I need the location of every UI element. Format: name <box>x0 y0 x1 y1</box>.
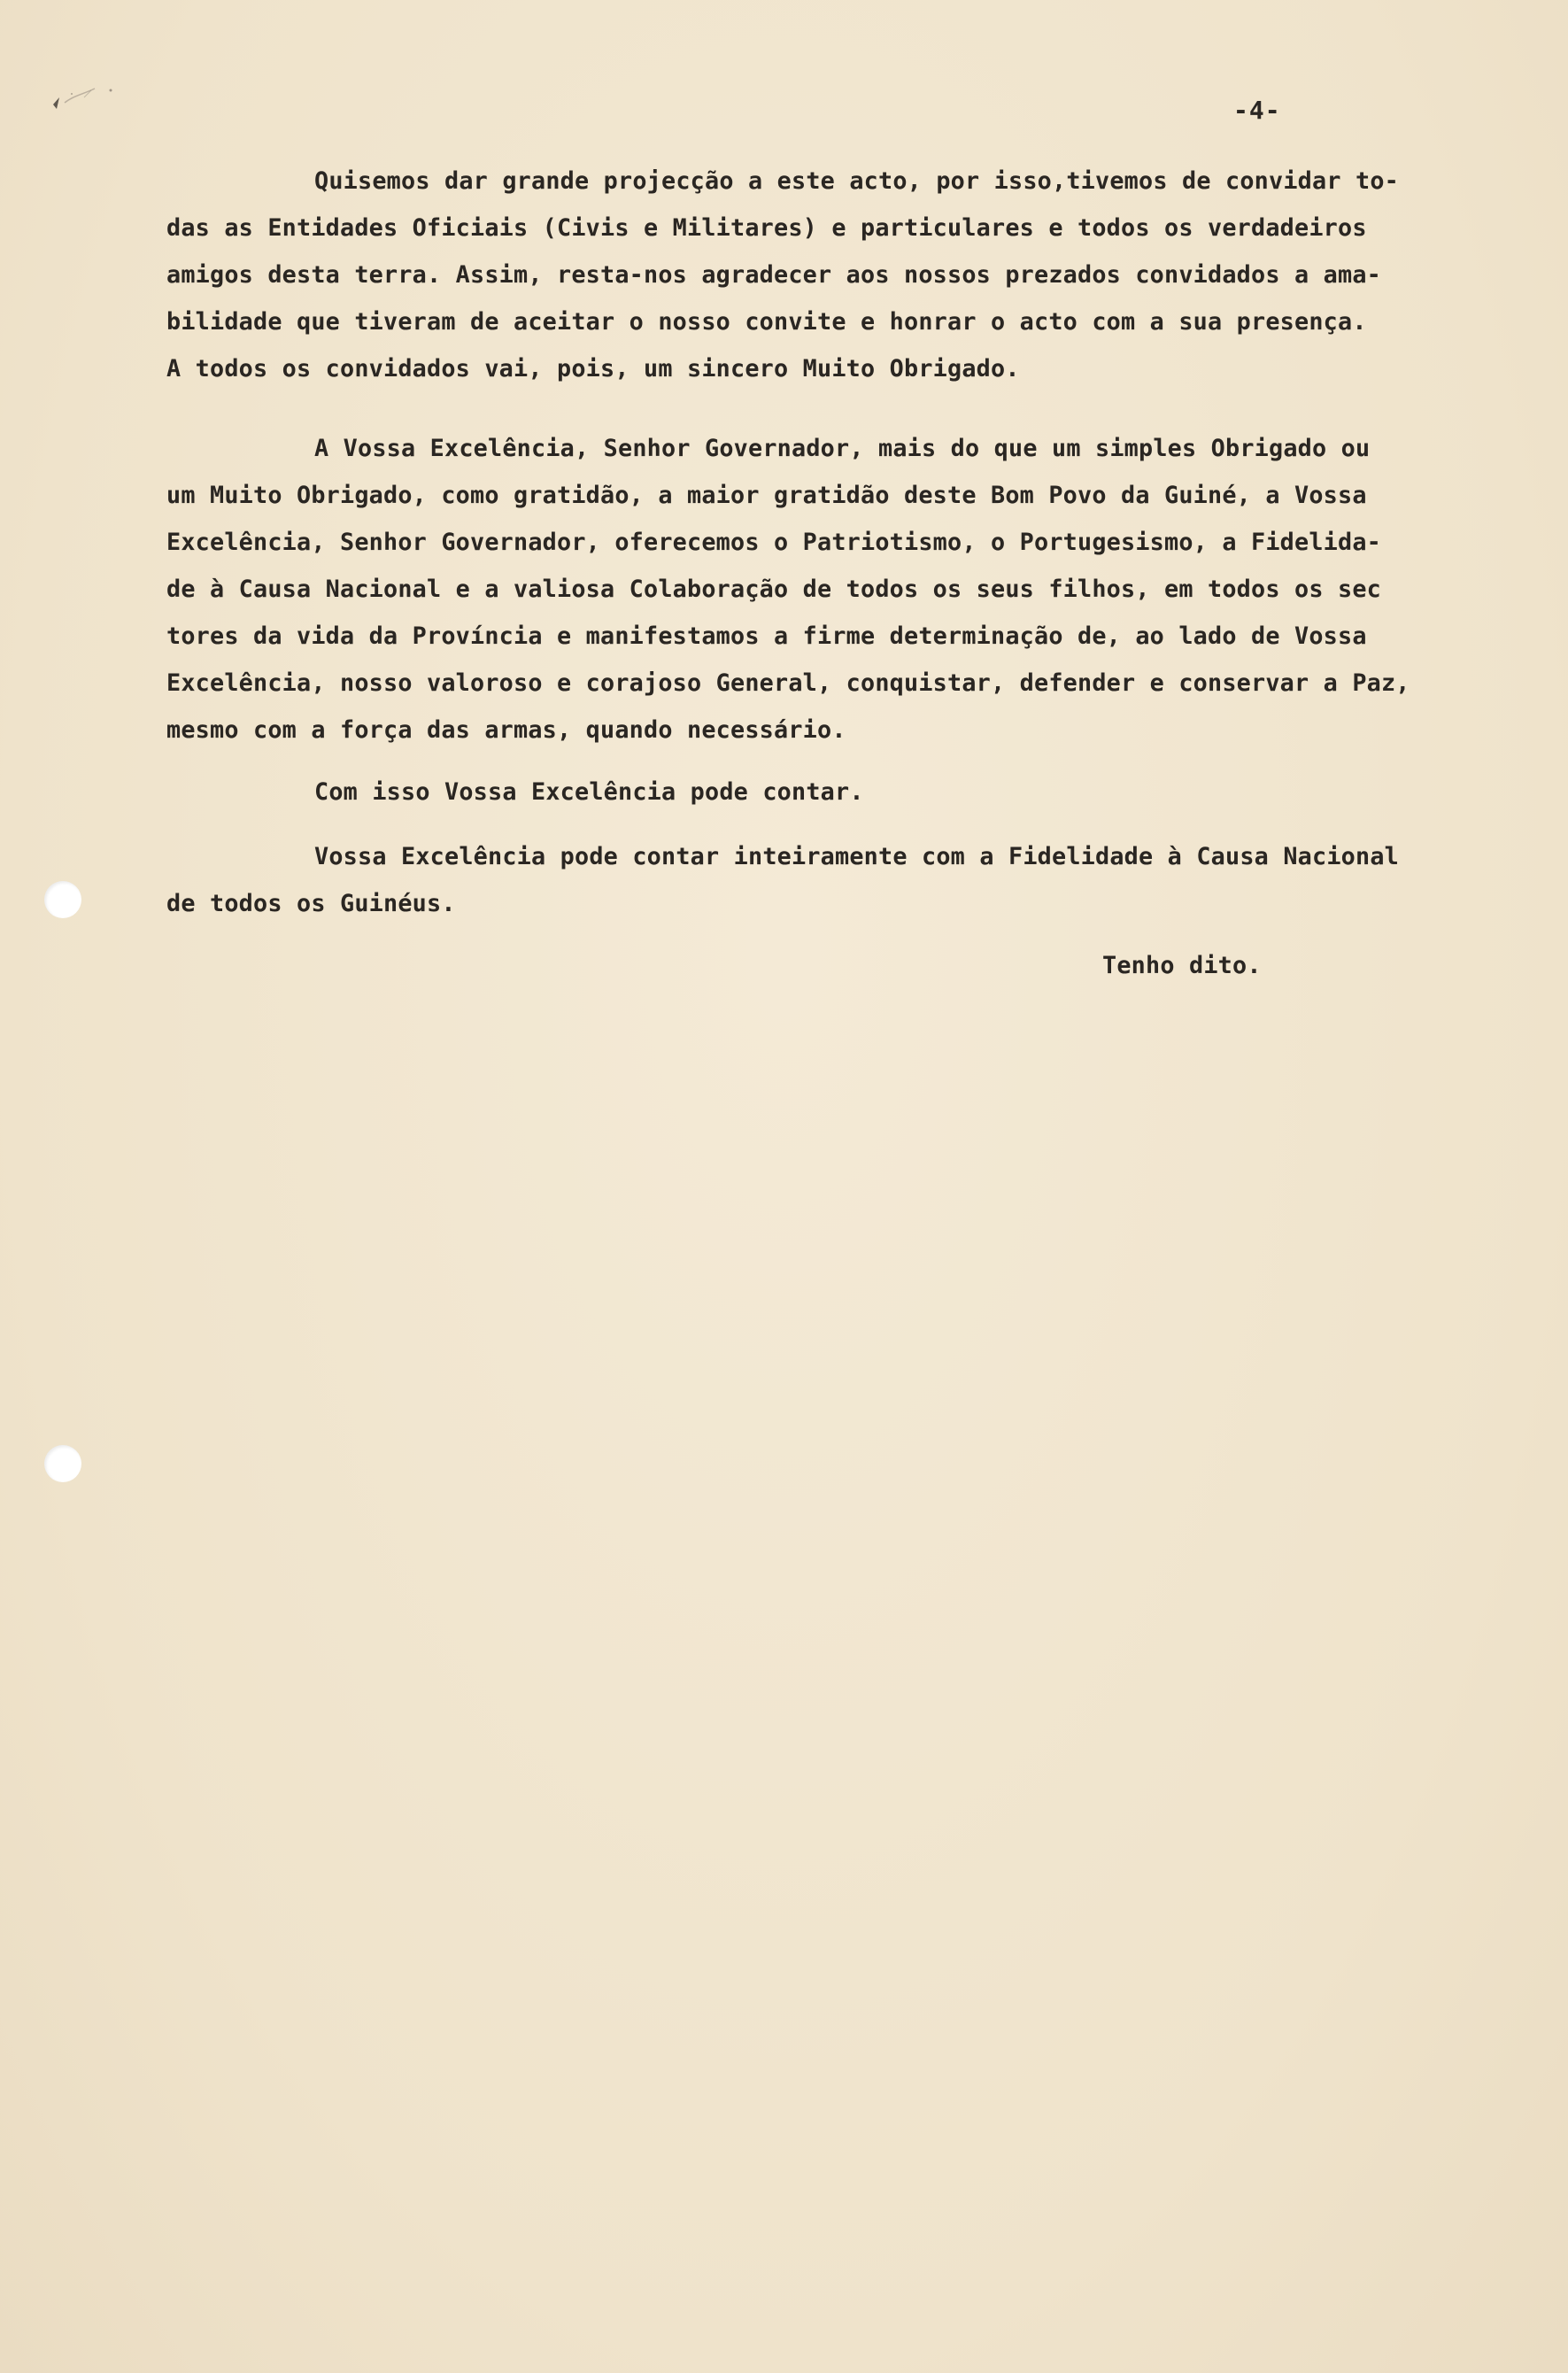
paragraph-line: bilidade que tiveram de aceitar o nosso convite e honrar o acto com a sua presença. <box>166 308 1367 336</box>
paragraph-line: amigos desta terra. Assim, resta-nos agradecer aos nossos prezados convidados a ama- <box>166 261 1381 289</box>
punch-hole <box>44 881 81 918</box>
page-number: -4- <box>1233 96 1281 125</box>
paragraph-line: de à Causa Nacional e a valiosa Colaboração de todos os seus filhos, em todos os sec <box>166 576 1381 603</box>
paragraph-line: Com isso Vossa Excelência pode contar. <box>314 778 864 806</box>
paragraph-line: de todos os Guinéus. <box>166 890 456 917</box>
paragraph-line: Excelência, nosso valoroso e corajoso General, conquistar, defender e conservar a Paz, <box>166 669 1410 697</box>
punch-hole <box>44 1445 81 1482</box>
paragraph-line: A todos os convidados vai, pois, um sincero Muito Obrigado. <box>166 355 1020 383</box>
paragraph-line: mesmo com a força das armas, quando necessário. <box>166 716 846 744</box>
ink-smudge <box>49 78 128 122</box>
paragraph-line: um Muito Obrigado, como gratidão, a maior gratidão deste Bom Povo da Guiné, a Vossa <box>166 482 1367 509</box>
signoff: Tenho dito. <box>1102 952 1262 979</box>
paragraph-line: Quisemos dar grande projecção a este acto, por isso,tivemos de convidar to- <box>314 167 1399 195</box>
paragraph-line: tores da vida da Província e manifestamos a firme determinação de, ao lado de Vossa <box>166 622 1367 650</box>
paragraph-line: Vossa Excelência pode contar inteiramente com a Fidelidade à Causa Nacional <box>314 843 1399 870</box>
paragraph-line: Excelência, Senhor Governador, oferecemos o Patriotismo, o Portugesismo, a Fidelida- <box>166 529 1381 556</box>
paragraph-line: das as Entidades Oficiais (Civis e Militares) e particulares e todos os verdadeiros <box>166 214 1367 242</box>
paragraph-line: A Vossa Excelência, Senhor Governador, mais do que um simples Obrigado ou <box>314 435 1371 462</box>
